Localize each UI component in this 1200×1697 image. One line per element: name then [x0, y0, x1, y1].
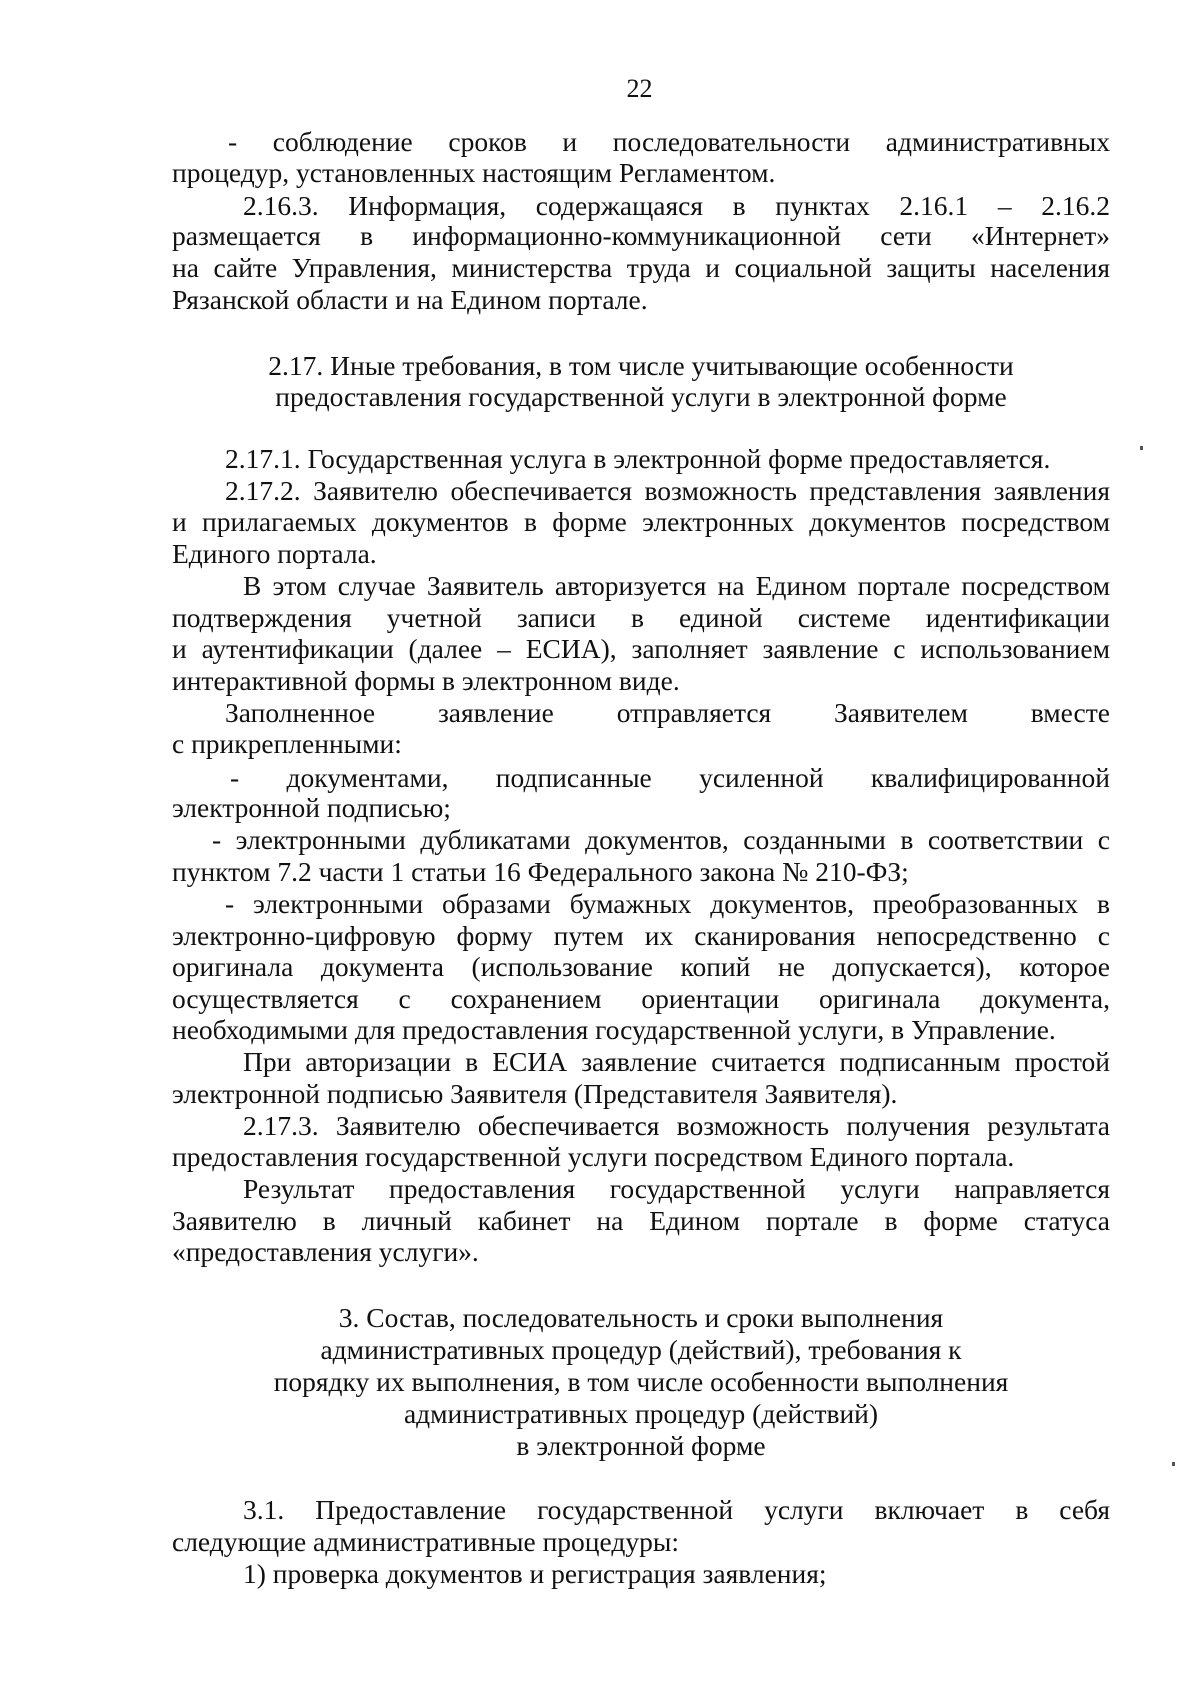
text-line: 3.1. Предоставление государственной услуги включает в себя [243, 1494, 1110, 1525]
section-heading: предоставления государственной услуги в электронной форме [275, 381, 1007, 412]
text-line: - документами, подписанные усиленной квалифицированной [230, 762, 1110, 793]
text-line: При авторизации в ЕСИА заявление считается подписанным простой [243, 1046, 1110, 1077]
text-line: В этом случае Заявитель авторизуется на Едином портале посредством [243, 570, 1110, 601]
text-line: 2.16.3. Информация, содержащаяся в пунктах 2.16.1 – 2.16.2 [243, 190, 1110, 221]
section-heading: в электронной форме [516, 1430, 766, 1461]
text-line: электронно-цифровую форму путем их сканирования непосредственно с [172, 920, 1110, 951]
text-line: Заполненное заявление отправляется Заявителем вместе [225, 697, 1110, 728]
text-line: Результат предоставления государственной услуги направляется [243, 1173, 1110, 1204]
section-heading: административных процедур (действий), требования к [320, 1334, 962, 1365]
text-line: размещается в информационно-коммуникационной сети «Интернет» [172, 220, 1110, 251]
text-line: оригинала документа (использование копий не допускается), которое [172, 951, 1110, 982]
text-line: - соблюдение сроков и последовательности административных [228, 126, 1110, 157]
page-number: 22 [626, 74, 653, 103]
text-line: 2.17.1. Государственная услуга в электронной форме предоставляется. [225, 443, 1051, 474]
text-line: с прикрепленными: [172, 728, 402, 759]
text-line: необходимыми для предоставления государственной услуги, в Управление. [172, 1014, 1056, 1045]
section-heading: 3. Состав, последовательность и сроки выполнения [338, 1302, 944, 1333]
text-line: - электронными дубликатами документов, созданными в соответствии с [212, 824, 1110, 855]
text-line: пунктом 7.2 части 1 статьи 16 Федерального закона № 210-ФЗ; [172, 856, 909, 887]
text-line: процедур, установленных настоящим Регламентом. [172, 157, 776, 188]
text-line: электронной подписью Заявителя (Представителя Заявителя). [172, 1078, 898, 1109]
text-line: следующие административные процедуры: [172, 1526, 679, 1557]
text-line: электронной подписью; [172, 792, 451, 823]
text-line: и прилагаемых документов в форме электронных документов посредством [172, 506, 1110, 537]
text-line: 1) проверка документов и регистрация заявления; [243, 1558, 827, 1589]
text-line: предоставления государственной услуги посредством Единого портала. [172, 1141, 1015, 1172]
text-line: подтверждения учетной записи в единой системе идентификации [172, 602, 1110, 633]
text-line: Единого портала. [172, 538, 377, 569]
text-line: 2.17.2. Заявителю обеспечивается возможность представления заявления [225, 475, 1110, 506]
scan-speck [1172, 1462, 1175, 1466]
section-heading: порядку их выполнения, в том числе особенности выполнения [273, 1366, 1009, 1397]
text-line: «предоставления услуги». [172, 1236, 479, 1267]
section-heading: 2.17. Иные требования, в том числе учитывающие особенности [268, 350, 1014, 381]
text-line: - электронными образами бумажных документов, преобразованных в [225, 888, 1110, 919]
scan-speck [1140, 446, 1143, 450]
text-line: интерактивной формы в электронном виде. [172, 665, 680, 696]
section-heading: административных процедур (действий) [403, 1398, 879, 1429]
text-line: 2.17.3. Заявителю обеспечивается возможность получения результата [243, 1110, 1110, 1141]
text-line: Рязанской области и на Едином портале. [172, 284, 648, 315]
text-line: на сайте Управления, министерства труда и социальной защиты населения [172, 252, 1110, 283]
text-line: Заявителю в личный кабинет на Едином портале в форме статуса [172, 1205, 1110, 1236]
text-line: осуществляется с сохранением ориентации оригинала документа, [172, 983, 1110, 1014]
text-line: и аутентификации (далее – ЕСИА), заполняет заявление с использованием [172, 633, 1110, 664]
